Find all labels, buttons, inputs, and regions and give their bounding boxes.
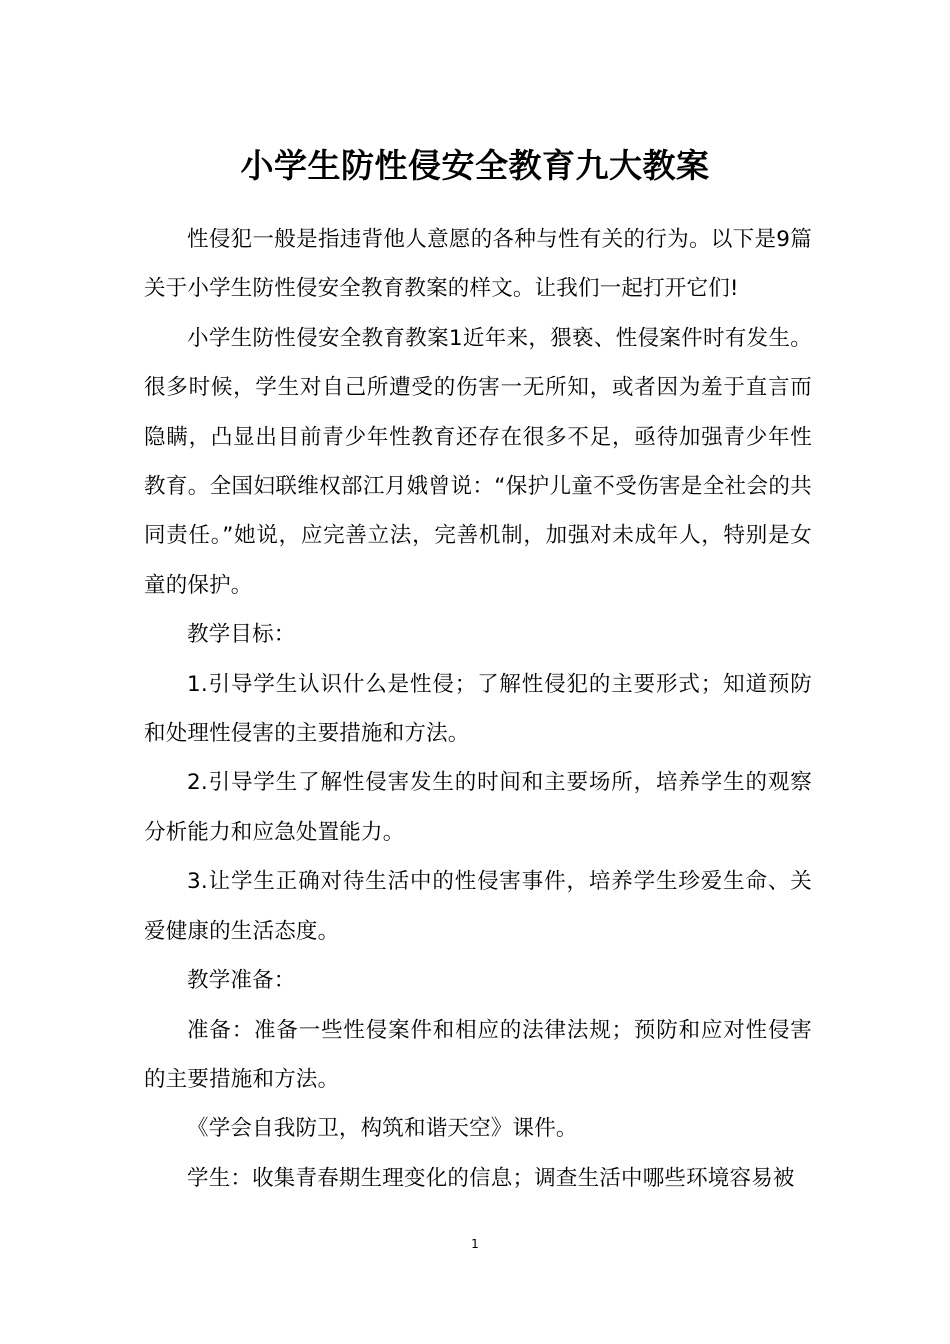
- paragraph-student-prep: 学生：收集青春期生理变化的信息；调查生活中哪些环境容易被: [187, 1165, 795, 1191]
- document-title: 小学生防性侵安全教育九大教案: [240, 146, 710, 186]
- page-number: 1: [471, 1237, 479, 1251]
- paragraph-preparation-heading: 教学准备：: [187, 968, 296, 994]
- paragraph-intro: 性侵犯一般是指违背他人意愿的各种与性有关的行为。以下是9篇关于小学生防性侵安全教育教案的样文。让我们一起打开它们!: [144, 227, 812, 302]
- paragraph-goal-2: 2.引导学生了解性侵害发生的时间和主要场所，培养学生的观察分析能力和应急处置能力。: [144, 770, 812, 845]
- paragraph-lesson-1-intro: 小学生防性侵安全教育教案1近年来，猥亵、性侵案件时有发生。很多时候，学生对自己所遭受的伤害一无所知，或者因为羞于直言而隐瞒，凸显出目前青少年性教育还存在很多不足，亟待加强青少年性教育。全国妇联维权部江月娥曾说：“保护儿童不受伤害是全社会的共同责任。”她说，应完善立法，完善机制，加强对未成年人，特别是女童的保护。: [144, 325, 812, 598]
- paragraph-goal-3: 3.让学生正确对待生活中的性侵害事件，培养学生珍爱生命、关爱健康的生活态度。: [144, 869, 812, 944]
- paragraph-courseware: 《学会自我防卫，构筑和谐天空》课件。: [187, 1116, 578, 1142]
- document-body: [144, 215, 812, 1203]
- paragraph-preparation-items: 准备：准备一些性侵案件和相应的法律法规；预防和应对性侵害的主要措施和方法。: [144, 1017, 812, 1092]
- paragraph-goal-1: 1.引导学生认识什么是性侵；了解性侵犯的主要形式；知道预防和处理性侵害的主要措施和方法。: [144, 671, 812, 747]
- paragraph-teaching-goals-heading: 教学目标：: [187, 622, 296, 648]
